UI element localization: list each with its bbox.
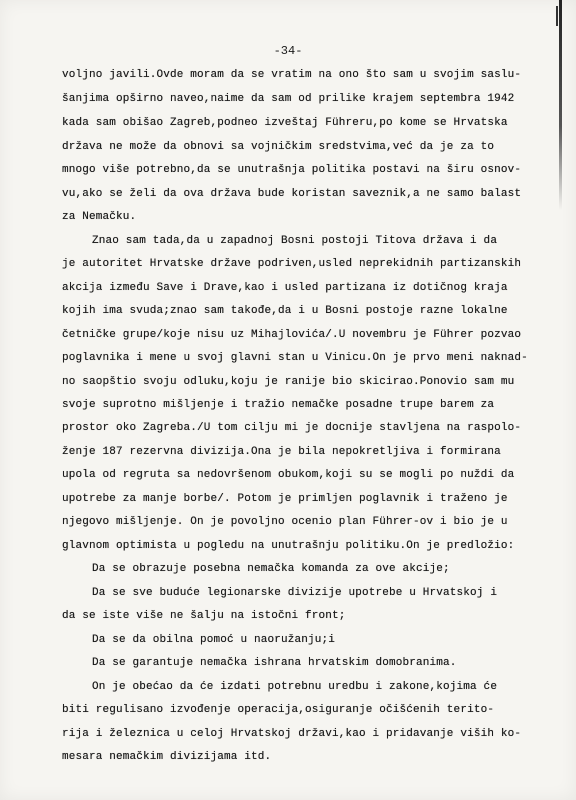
text-line: je autoritet Hrvatske države podriven,usled neprekidnih partizanskih	[62, 258, 522, 270]
text-line: akcija između Save i Drave,kao i usled partizana iz dotičnog kraja	[62, 282, 508, 294]
text-line: no saopštio svoju odluku,koju je ranije bio skicirao.Ponovio sam mu	[62, 376, 515, 388]
text-line: ženje 187 rezervna divizija.Ona je bila nepokretljiva i formirana	[62, 446, 501, 458]
list-item: Da se garantuje nemačka ishrana hrvatskim domobranima.	[92, 657, 457, 669]
text-line: njegovo mišljenje. On je povoljno ocenio plan Führer-ov i bio je u	[62, 516, 508, 528]
paragraph-first-line: Znao sam tada,da u zapadnoj Bosni postoji Titova država i da	[92, 235, 498, 247]
text-line: svoje suprotno mišljenje i tražio nemačke posadne trupe barem za	[62, 399, 495, 411]
list-item: Da se da obilna pomoć u naoružanju;i	[92, 634, 336, 646]
page-number: -34-	[273, 44, 303, 58]
text-line: glavnom optimista u pogledu na unutrašnju politiku.On je predložio:	[62, 540, 515, 552]
text-line: mnogo više potrebno,da se unutrašnja politika postavi na širu osnov-	[62, 164, 522, 176]
text-line: poglavnika i mene u svoj glavni stan u Vinicu.On je prvo meni naknad-	[62, 352, 528, 364]
binding-edge-mark	[559, 0, 562, 210]
text-line: upola od regruta sa nedovršenom obukom,koji su se mogli po nuždi da	[62, 469, 515, 481]
text-line: za Nemačku.	[62, 211, 137, 223]
corner-mark	[556, 6, 568, 26]
text-line: država ne može da obnovi sa vojničkim sredstvima,već da je za to	[62, 141, 495, 153]
text-line: kada sam obišao Zagreb,podneo izveštaj Führeru,po kome se Hrvatska	[62, 117, 508, 129]
text-line: biti regulisano izvođenje operacija,osiguranje očišćenih terito-	[62, 704, 495, 716]
text-line: prostor oko Zagreba./U tom cilju mi je docnije stavljena na raspolo-	[62, 422, 522, 434]
list-item: Da se sve buduće legionarske divizije upotrebe u Hrvatskoj i	[92, 587, 498, 599]
list-item: Da se obrazuje posebna nemačka komanda za ove akcije;	[92, 563, 450, 575]
text-line: upotrebe za manje borbe/. Potom je primljen poglavnik i traženo je	[62, 493, 508, 505]
text-line: vu,ako se želi da ova država bude koristan saveznik,a ne samo balast	[62, 188, 522, 200]
text-line: mesara nemačkim divizijama itd.	[62, 751, 272, 763]
paragraph-first-line: On je obećao da će izdati potrebnu uredbu i zakone,kojima će	[92, 681, 498, 693]
text-line: šanjima opširno naveo,naime da sam od prilike krajem septembra 1942	[62, 93, 515, 105]
text-line: rija i železnica u celoj Hrvatskoj državi,kao i pridavanje viših ko-	[62, 728, 522, 740]
text-line: kojih ima svuda;znao sam takođe,da i u Bosni postoje razne lokalne	[62, 305, 508, 317]
list-item-continuation: da se iste više ne šalju na istočni front;	[62, 610, 346, 622]
text-line: četničke grupe/koje nisu uz Mihajlovića/.U novembru je Führer pozvao	[62, 329, 522, 341]
text-line: voljno javili.Ovde moram da se vratim na ono što sam u svojim saslu-	[62, 69, 522, 81]
